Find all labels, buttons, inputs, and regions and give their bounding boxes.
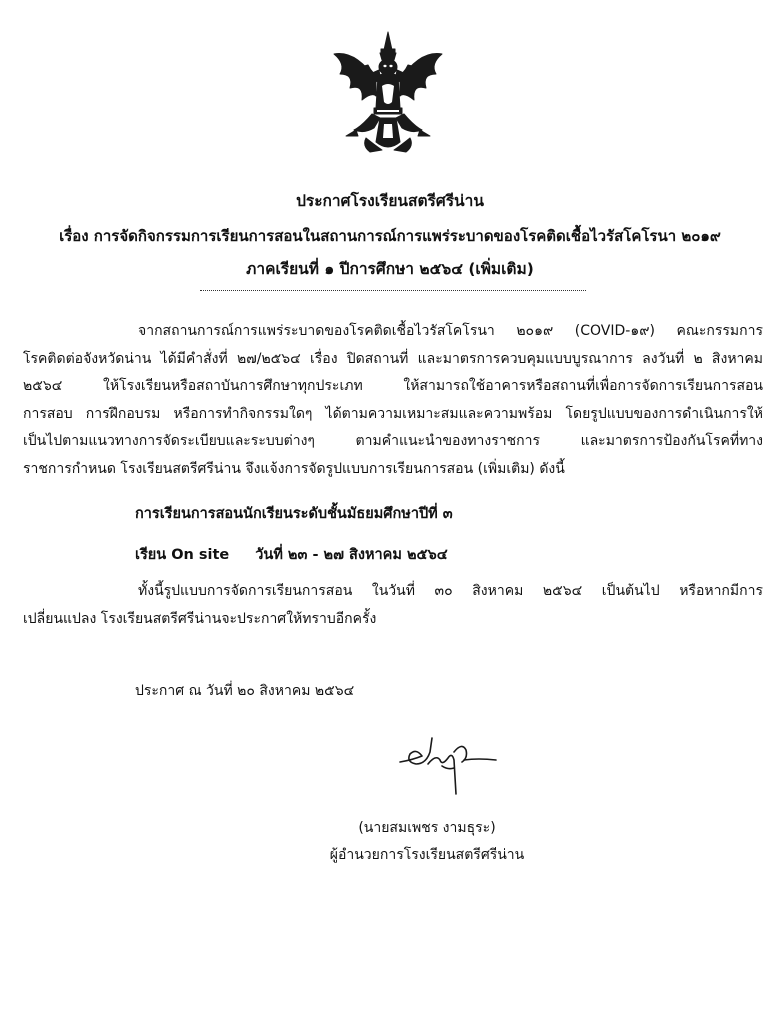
- document-subject: เรื่อง การจัดกิจกรรมการเรียนการสอนในสถานการณ์การแพร่ระบาดของโรคติดเชื้อไวรัสโคโรนา ๒๐๑๙: [59, 227, 721, 245]
- paragraph-line: เป็นไปตามแนวทางการจัดระเบียบและระบบต่างๆ ตามคำแนะนำของทางราชการ และมาตรการป้องกันโรคที่ทาง: [23, 433, 763, 450]
- paragraph-line: ทั้งนี้รูปแบบการจัดการเรียนการสอน ในวันที่ ๓๐ สิงหาคม ๒๕๖๔ เป็นต้นไป หรือหากมีการ: [138, 583, 763, 599]
- onsite-schedule: [135, 543, 448, 566]
- handwritten-signature: [392, 730, 502, 800]
- onsite-dates: วันที่ ๒๓ - ๒๗ สิงหาคม ๒๕๖๔: [255, 547, 448, 563]
- level-heading: การเรียนการสอนนักเรียนระดับชั้นมัธยมศึกษาปีที่ ๓: [135, 506, 453, 522]
- document-term: ภาคเรียนที่ ๑ ปีการศึกษา ๒๕๖๔ (เพิ่มเติม): [246, 260, 534, 278]
- paragraph-line: ๒๕๖๔ ให้โรงเรียนหรือสถาบันการศึกษาทุกประเภท ให้สามารถใช้อาคารหรือสถานที่เพื่อการจัดการเรียนการสอน: [23, 378, 763, 395]
- paragraph-line: โรคติดต่อจังหวัดน่าน ได้มีคำสั่งที่ ๒๗/๒๕๖๔ เรื่อง ปิดสถานที่ และมาตรการควบคุมแบบบูรณาการ ลงวันที่ ๒ สิงหาคม: [23, 350, 763, 367]
- garuda-emblem-icon: [326, 30, 450, 158]
- signer-name: (นายสมเพชร งามธุระ): [358, 820, 496, 836]
- paragraph-line: ราชการกำหนด โรงเรียนสตรีศรีน่าน จึงแจ้งการจัดรูปแบบการเรียนการสอน (เพิ่มเติม) ดังนี้: [23, 460, 565, 477]
- paragraph-followup: [23, 578, 763, 633]
- document-title: ประกาศโรงเรียนสตรีศรีน่าน: [296, 192, 484, 210]
- paragraph-line: การสอบ การฝึกอบรม หรือการทำกิจกรรมใดๆ ได้ตามความเหมาะสมและความพร้อม โดยรูปแบบของการดำเนินการให้: [23, 405, 763, 422]
- onsite-label: เรียน On site: [135, 547, 230, 563]
- paragraph-line: จากสถานการณ์การแพร่ระบาดของโรคติดเชื้อไวรัสโคโรนา ๒๐๑๙ (COVID-๑๙) คณะกรรมการ: [138, 323, 763, 339]
- paragraph-intro: [23, 318, 763, 484]
- dotted-divider: [200, 290, 586, 291]
- paragraph-line: เปลี่ยนแปลง โรงเรียนสตรีศรีน่านจะประกาศให้ทราบอีกครั้ง: [23, 610, 377, 627]
- announce-date: ประกาศ ณ วันที่ ๒๐ สิงหาคม ๒๕๖๔: [135, 683, 355, 699]
- signer-position: ผู้อำนวยการโรงเรียนสตรีศรีน่าน: [329, 847, 525, 863]
